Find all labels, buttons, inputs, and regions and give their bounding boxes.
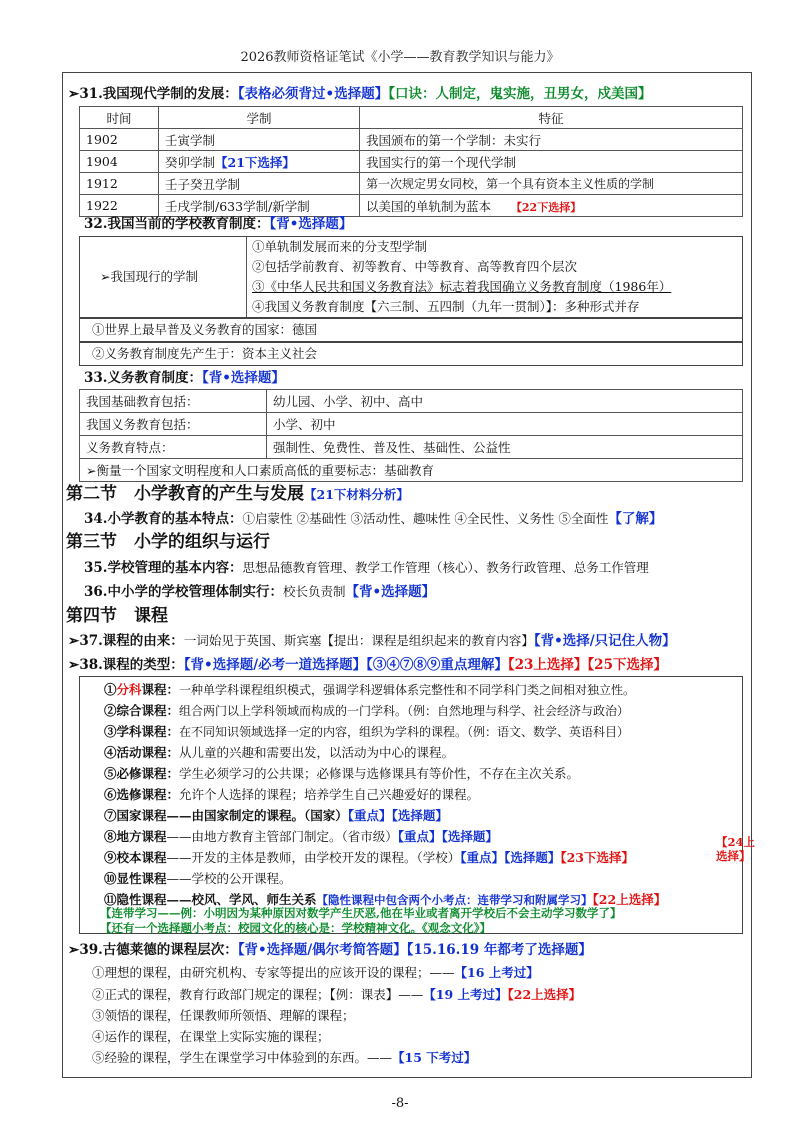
list-item: ⑨校本课程——开发的主体是教师，由学校开发的课程。（学校）【重点】【选择题】【23下选择】 [104,850,634,865]
section-4-title: 第四节 课程 [66,606,168,626]
arrow-icon: ➢ [68,633,80,649]
arrow-icon: ➢ [68,86,80,102]
table-row: 义务教育特点： 强制性、免费性、普及性、基础性、公益性 [80,436,743,459]
list-item: ②正式的课程，教育行政部门规定的课程；【例：课表】——【19 上考过】【22上选择】 [92,987,582,1002]
list-item: ③学科课程：在不同知识领域选择一定的内容，组织为学科的课程。（例：语文、数学、英语科目） [104,724,630,739]
list-item: ⑤必修课程：学生必须学习的公共课；必修课与选修课具有等价性，不存在主次关系。 [104,766,580,781]
page-header: 2026教师资格证笔试《小学——教育教学知识与能力》 [240,50,560,65]
page-number: -8- [391,1096,409,1111]
course-types-box [79,676,756,934]
table-row: 1922 壬戌学制/633学制/新学制 以美国的单轨制为蓝本 【22下选择】 [80,195,743,217]
current-system-box [79,236,743,318]
table-header-row: 时间 学制 特征 [80,107,743,129]
section-3-title: 第三节 小学的组织与运行 [66,532,270,552]
list-item: ①理想的课程，由研究机构、专家等提出的应该开设的课程；——【16 上考过】 [92,965,539,980]
list-item: ⑧地方课程——由地方教育主管部门制定。（省市级）【重点】【选择题】 [104,829,498,844]
q34: 34.小学教育的基本特点：①启蒙性 ②基础性 ③活动性、趣味性 ④全民性、义务性 ⑤全面性【了解】 [84,511,663,527]
green-note-1: 【连带学习——例：小明因为某种原因对数学产生厌恶,他在毕业或者离开学校后不会主动学习数学了】 [100,906,622,920]
list-item: ④活动课程：从儿童的兴趣和需要出发，以活动为中心的课程。 [104,745,455,760]
table-row: 1904 癸卯学制【21下选择】 我国实行的第一个现代学制 [80,151,743,173]
q36: 36.中小学的学校管理体制实行：校长负责制【背•选择题】 [84,584,436,600]
compulsory-edu-table [79,389,743,482]
table-row: 我国义务教育包括： 小学、初中 [80,413,743,436]
list-item: ①单轨制发展而来的分支型学制 [252,239,428,254]
list-item: ①分科课程：一种单学科课程组织模式，强调学科逻辑体系完整性和不同学科门类之间相对独立性。 [104,682,636,697]
table-row: 1912 壬子癸丑学制 第一次规定男女同校，第一个具有资本主义性质的学制 [80,173,743,195]
list-item: ⑤经验的课程，学生在课堂学习中体验到的东西。——【15 下考过】 [92,1050,477,1065]
q35: 35.学校管理的基本内容：思想品德教育管理、教学工作管理（核心）、教务行政管理、总务工作管理 [84,560,649,576]
current-system-label: ➢我国现行的学制 [100,269,198,284]
list-item: ⑩显性课程——学校的公开课程。 [104,871,292,886]
q39-heading: ➢39.古德莱德的课程层次：【背•选择题/偶尔考简答题】【15.16.19 年都考了选择题】 [68,942,592,958]
list-item: ③领悟的课程，任课教师所领悟、理解的课程； [92,1008,355,1023]
list-item: ②综合课程：组合两门以上学科领域而构成的一门学科。（例：自然地理与科学、社会经济与政治） [104,703,630,718]
list-item: ⑦国家课程——由国家制定的课程。（国家）【重点】【选择题】 [104,808,448,823]
table-row: ➢衡量一个国家文明程度和人口素质高低的重要标志：基础教育 [80,459,743,482]
school-system-table [79,106,743,217]
q32-heading: 32.我国当前的学校教育制度：【背•选择题】 [84,216,353,232]
green-note-2: 【还有一个选择题小考点：校园文化的核心是：学校精神文化。《观念文化》】 [100,921,491,935]
q38-heading: ➢38.课程的类型：【背•选择题/必考一道选择题】【③④⑦⑧⑨重点理解】【23上选择】【25下选择】 [68,657,667,673]
note-row: ①世界上最早普及义务教育的国家：德国 [79,318,743,342]
list-item: ②包括学前教育、初等教育、中等教育、高等教育四个层次 [252,259,578,274]
list-item: ④我国义务教育制度【六三制、五四制（九年一贯制）】：多种形式并存 [252,299,640,314]
side-red-tag: 【24上选择】 [716,835,756,863]
q31-heading: ➢31.我国现代学制的发展：【表格必须背过•选择题】【口诀：人制定，鬼实施，丑男女，戍美国】 [68,86,652,102]
arrow-icon: ➢ [68,942,80,958]
q37: ➢37.课程的由来：一词始见于英国、斯宾塞【提出：课程是组织起来的教育内容】【背•选择/只记住人物】 [68,633,676,649]
list-item: ⑥选修课程：允许个人选择的课程；培养学生自己兴趣爱好的课程。 [104,787,480,802]
table-row: 1902 壬寅学制 我国颁布的第一个学制：未实行 [80,129,743,151]
section-2-title: 第二节 小学教育的产生与发展【21下材料分析】 [66,484,409,504]
list-item: ③《中华人民共和国义务教育法》标志着我国确立义务教育制度（1986年） [252,279,672,294]
divider [246,237,247,317]
q33-heading: 33.义务教育制度：【背•选择题】 [84,370,285,386]
list-item: ⑪隐性课程——校风、学风、师生关系【隐性课程中包含两个小考点：连带学习和附属学习】【22上选择】 [104,892,667,907]
arrow-icon: ➢ [68,657,80,673]
table-row: 我国基础教育包括： 幼儿园、小学、初中、高中 [80,390,743,413]
list-item: ④运作的课程，在课堂上实际实施的课程； [92,1029,330,1044]
note-row: ②义务教育制度先产生于：资本主义社会 [79,342,743,366]
